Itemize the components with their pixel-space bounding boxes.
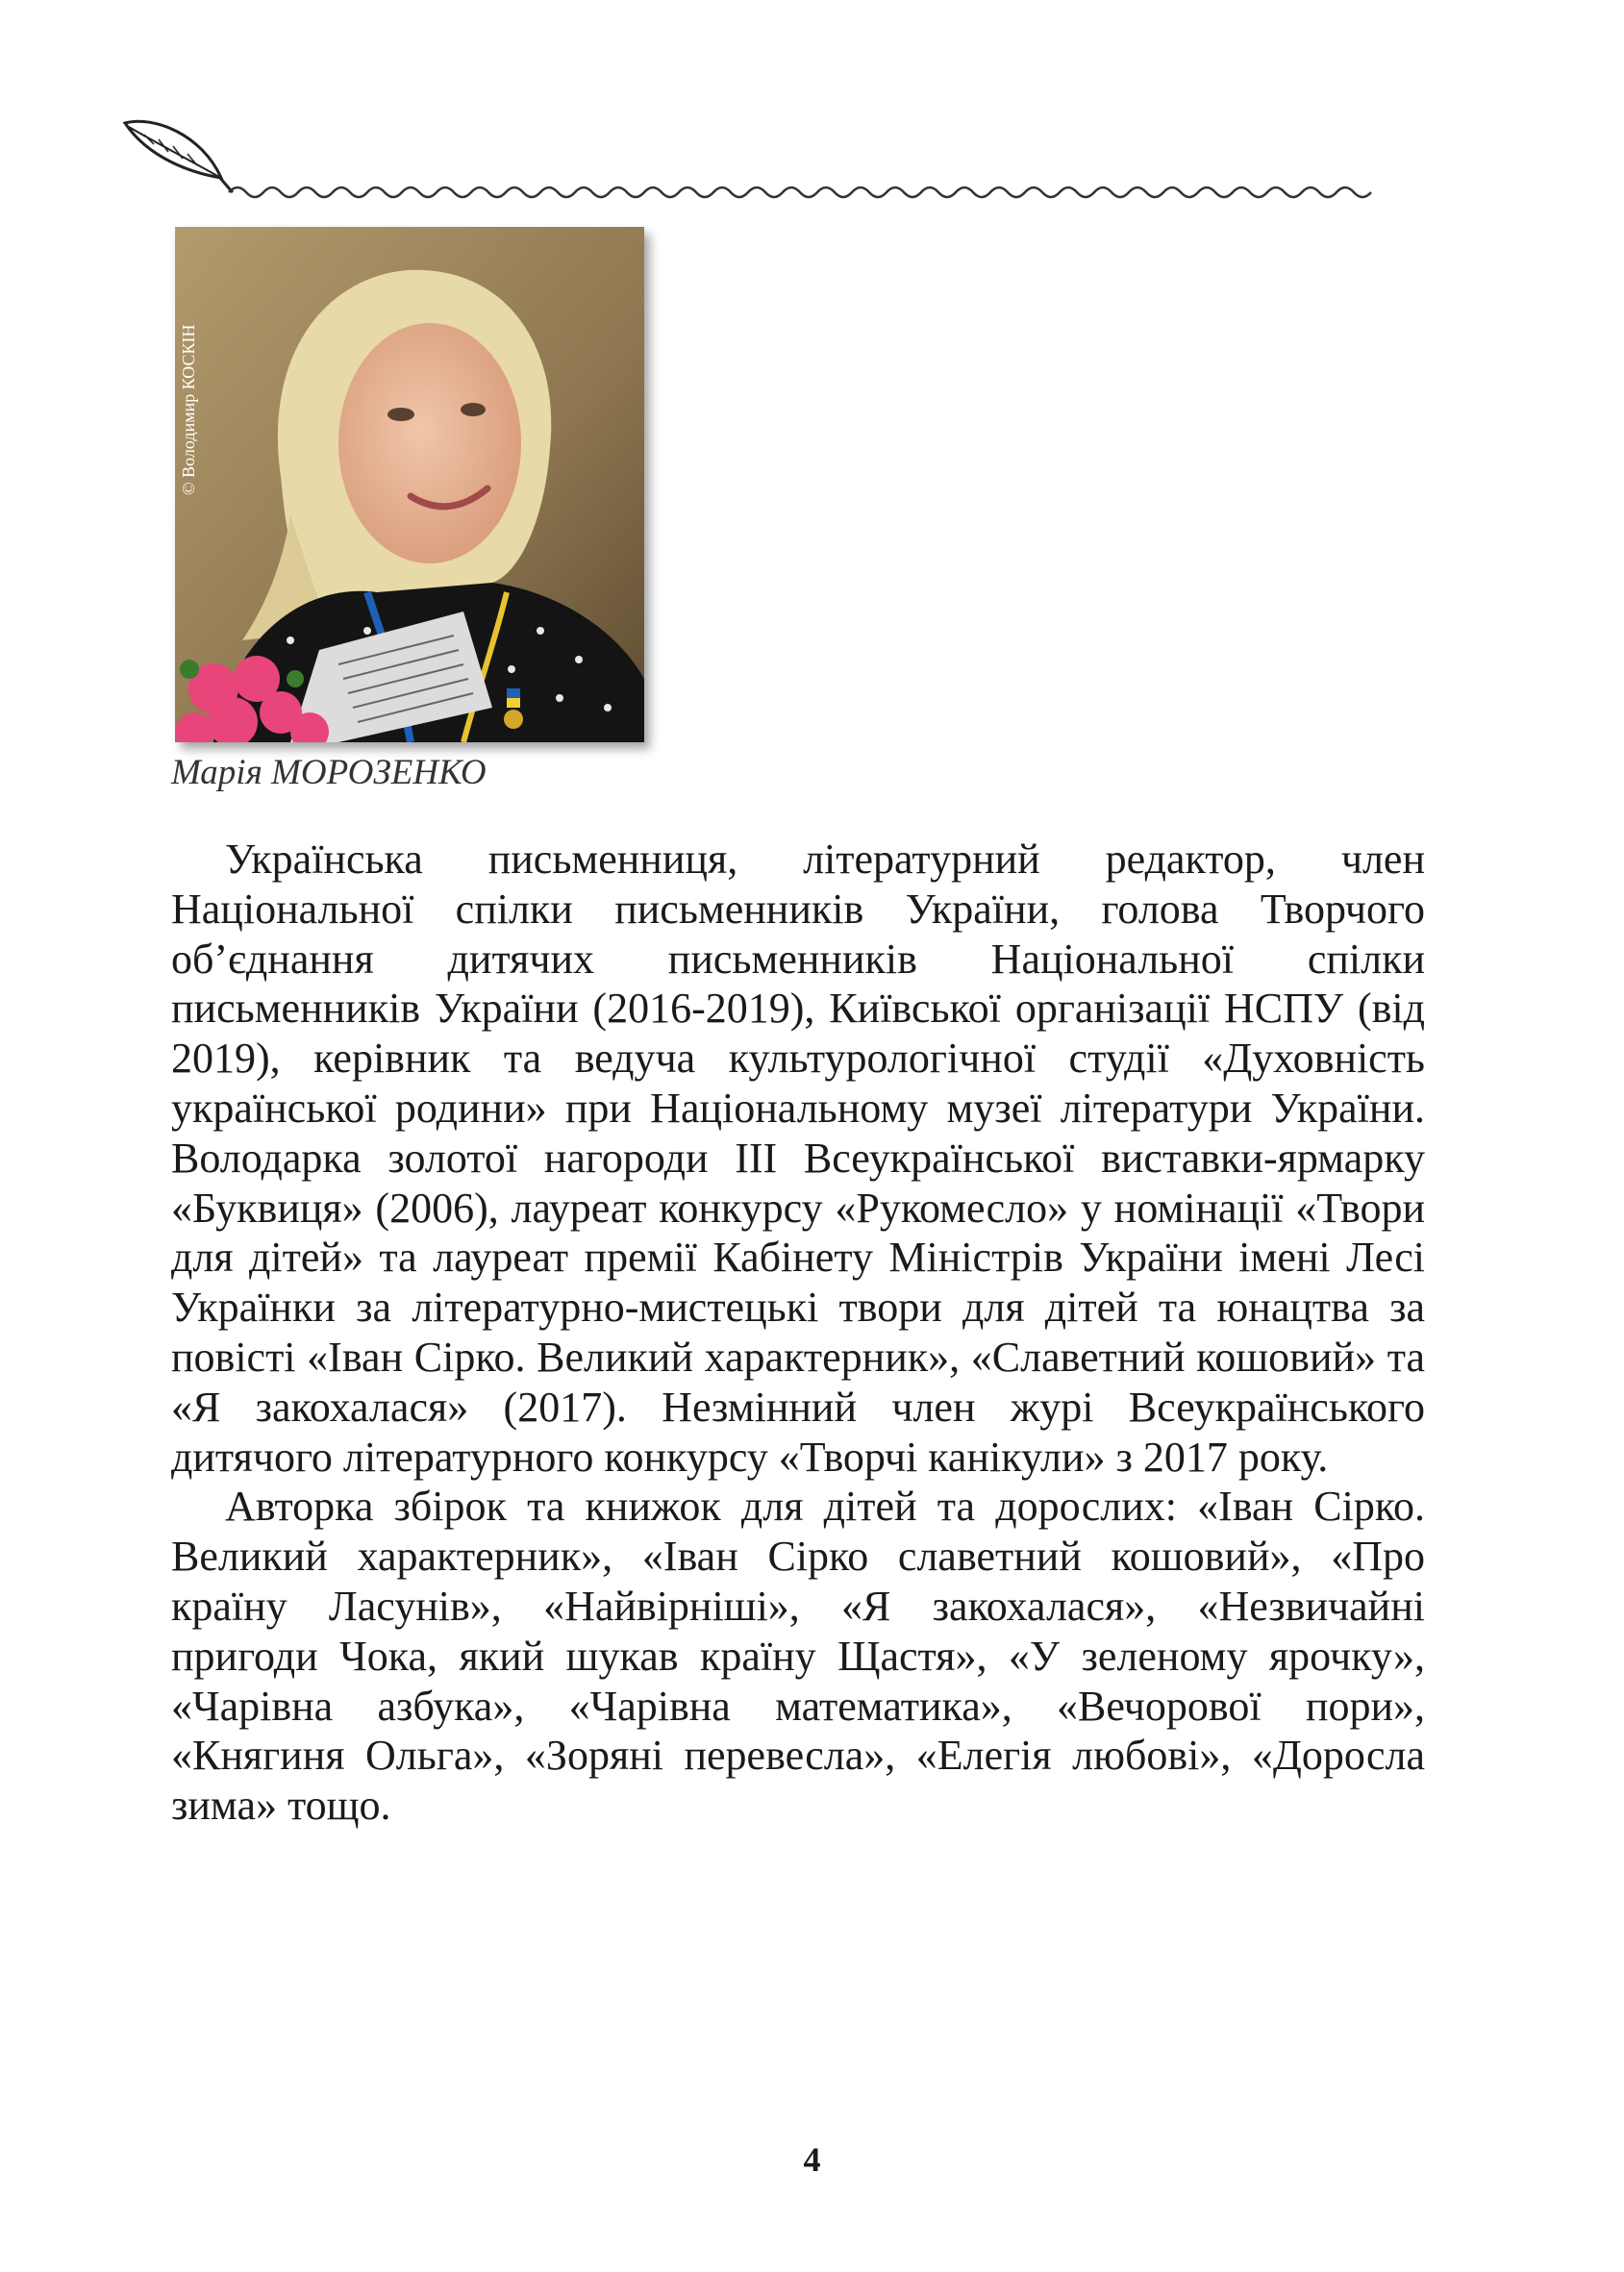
author-portrait-photo [175,227,644,742]
photo-credit [179,476,198,495]
photo-caption: Марія МОРОЗЕНКО [171,753,487,792]
biography-text [171,835,1425,1831]
biography-paragraph: Українська письменниця, літературний редактор, член Національної спілки письменників України, голова Творчого об’єднання дитячих письменників Національної спілки письменників України (2016-2019), Київської організації НСПУ (від 2019), керівник та ведуча культурологічної студії «Духовність української родини» при Національному музеї літератури України. Володарка золотої нагороди ІІІ Всеукраїнської виставки-ярмарку «Буквиця» (2006), лауреат конкурсу «Рукомесло» у номінації «Твори для дітей» та лауреат премії Кабінету Міністрів України імені Лесі Українки за літературно-мистецькі твори для дітей та юнацтва за повісті «Іван Сірко. Великий характерник», «Славетний кошовий» та «Я закохалася» (2017). Незмінний член журі Всеукраїнського дитячого літературного конкурсу «Творчі канікули» з 2017 року. [171,836,1425,1481]
biography-paragraph: Авторка збірок та книжок для дітей та дорослих: «Іван Сірко. Великий характерник», «Іван Сірко славетний кошовий», «Про країну Ласунів», «Найвірніші», «Я закохалася», «Незвичайні пригоди Чока, який шукав країну Щастя», «У зеленому ярочку», «Чарівна азбука», «Чарівна математика», «Вечорової пори», «Княгиня Ольга», «Зоряні перевесла», «Елегія любові», «Доросла зима» тощо. [171,1483,1425,1830]
page-number: 4 [803,2140,821,2179]
quill-ornament-icon [115,106,1433,202]
